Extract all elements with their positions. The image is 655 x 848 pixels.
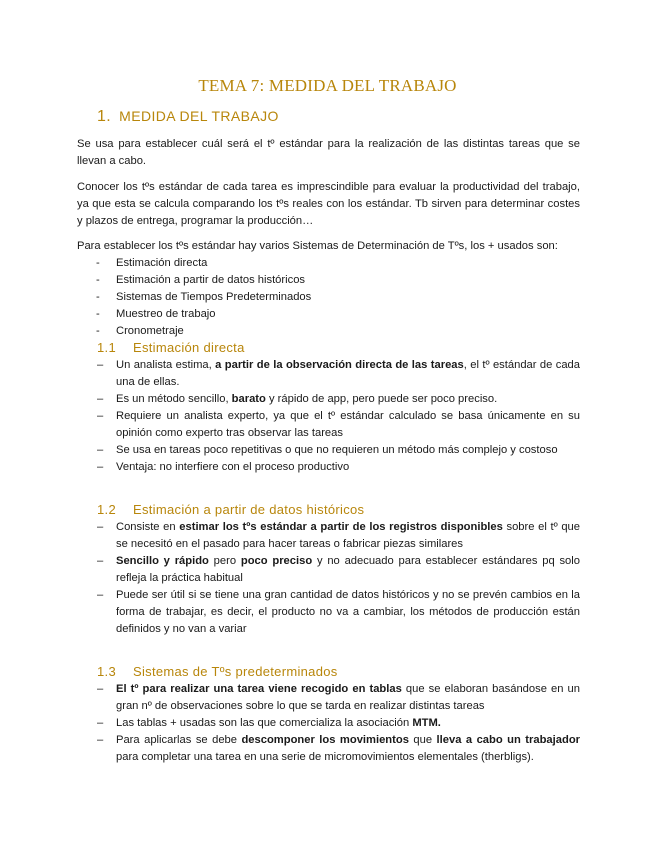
subsection-heading-1-1: 1.1 Estimación directa bbox=[97, 340, 245, 355]
list-item: - Cronometraje bbox=[96, 325, 184, 337]
list-item: - Muestreo de trabajo bbox=[96, 308, 216, 320]
intro-paragraph-3: Para establecer los tºs estándar hay varios Sistemas de Determinación de Tºs, los + usados son: bbox=[77, 240, 558, 252]
bullet-list-1-3 bbox=[97, 681, 580, 766]
intro-paragraph-1: Se usa para establecer cuál será el tº estándar para la realización de las distintas tareas que se llevan a cabo. bbox=[77, 138, 580, 167]
section-number: 1. bbox=[97, 108, 112, 125]
list-item: – Un analista estima, a partir de la observación directa de las tareas, el tº estándar de cada una de ellas. bbox=[97, 359, 580, 388]
list-item: – Las tablas + usadas son las que comercializa la asociación MTM. bbox=[97, 717, 441, 729]
list-item: – Ventaja: no interfiere con el proceso productivo bbox=[97, 461, 350, 473]
list-item: – Para aplicarlas se debe descomponer los movimientos que lleva a cabo un trabajador para completar una tarea en una serie de micromovimientos elementales (therbligs). bbox=[97, 734, 581, 763]
list-item: – Sencillo y rápido pero poco preciso y no adecuado para establecer estándares pq solo refleja la práctica habitual bbox=[97, 555, 580, 584]
list-item: - Sistemas de Tiempos Predeterminados bbox=[96, 291, 312, 303]
bullet-list-1-1 bbox=[97, 357, 580, 476]
list-item: – Se usa en tareas poco repetitivas o que no requieren un método más complejo y costoso bbox=[97, 444, 558, 456]
list-item: – Requiere un analista experto, ya que el tº estándar calculado se basa únicamente en su opinión como experto tras observar las tareas bbox=[97, 410, 580, 439]
systems-list bbox=[96, 255, 586, 340]
list-item: – Es un método sencillo, barato y rápido de app, pero puede ser poco preciso. bbox=[97, 393, 498, 405]
subsection-heading-1-3: 1.3 Sistemas de Tºs predeterminados bbox=[97, 664, 338, 679]
document-title: TEMA 7: MEDIDA DEL TRABAJO bbox=[198, 76, 457, 95]
list-item: – Puede ser útil si se tiene una gran cantidad de datos históricos y no se prevén cambios en la forma de trabajar, es decir, el producto no va a cambiar, los métodos de producción están definidos y no van a variar bbox=[97, 589, 580, 635]
intro-paragraph-2: Conocer los tºs estándar de cada tarea es imprescindible para evaluar la productividad del trabajo, ya que esta se calcula comparando los tºs reales con los estándar. Tb sirven para determinar costes y plazos de entrega, programar la producción… bbox=[77, 181, 580, 227]
subsection-heading-1-2: 1.2 Estimación a partir de datos históricos bbox=[97, 502, 365, 517]
list-item: - Estimación a partir de datos históricos bbox=[96, 274, 306, 286]
bullet-list-1-2 bbox=[97, 519, 580, 638]
list-item: – El tº para realizar una tarea viene recogido en tablas que se elaboran basándose en un gran nº de observaciones sobre lo que se tarda en realizar distintas tareas bbox=[97, 683, 580, 712]
list-item: – Consiste en estimar los tºs estándar a partir de los registros disponibles sobre el tº que se necesitó en el pasado para hacer tareas o fabricar piezas similares bbox=[97, 521, 580, 550]
section-heading bbox=[97, 108, 279, 126]
list-item: - Estimación directa bbox=[96, 257, 208, 269]
section-title: MEDIDA DEL TRABAJO bbox=[119, 108, 279, 124]
